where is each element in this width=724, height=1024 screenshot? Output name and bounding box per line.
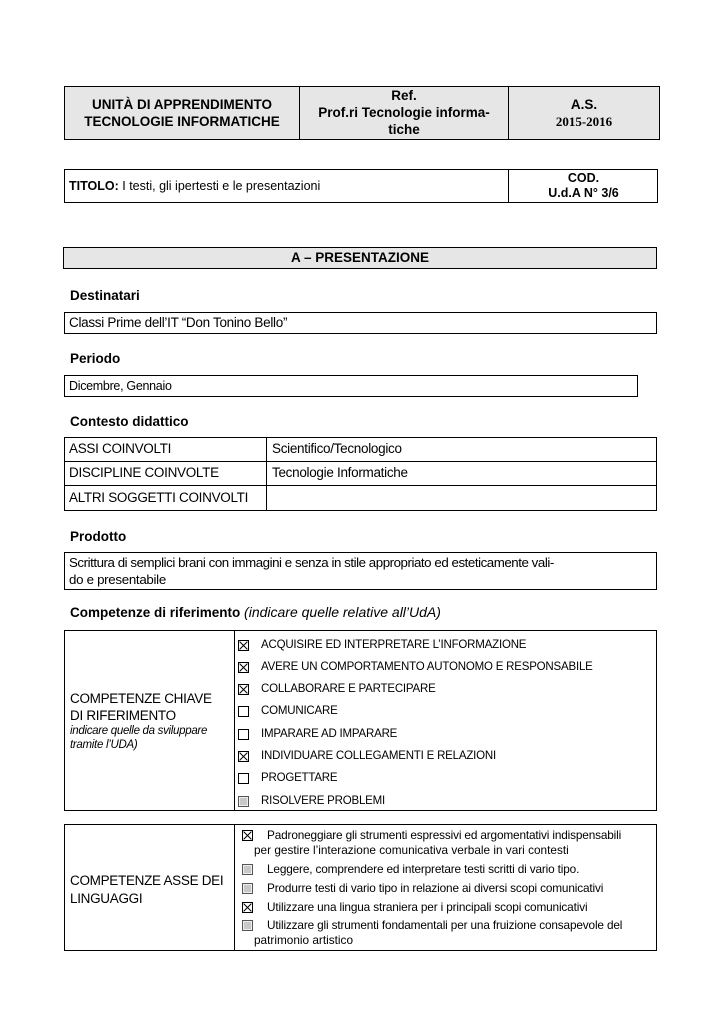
chiave-label-line2: DI RIFERIMENTO xyxy=(70,708,176,723)
competenze-heading-note: (indicare quelle relative all’UdA) xyxy=(244,604,441,620)
unit-title-line2: TECNOLOGIE INFORMATICHE xyxy=(84,114,280,129)
destinatari-field: Classi Prime dell’IT “Don Tonino Bello” xyxy=(64,312,657,334)
linguaggi-item-text: Padroneggiare gli strumenti espressivi ed argomentativi indispensabili xyxy=(267,828,622,842)
chiave-item-text: PROGETTARE xyxy=(261,772,338,784)
title-table xyxy=(64,169,658,203)
title-value: I testi, gli ipertesti e le presentazioni xyxy=(122,179,321,193)
unit-title-cell xyxy=(65,87,300,139)
checked-checkbox-icon xyxy=(242,902,253,913)
prodotto-heading: Prodotto xyxy=(70,529,127,544)
competenze-heading-label: Competenze di riferimento xyxy=(70,605,241,620)
linguaggi-col-divider xyxy=(234,825,235,950)
discipline-label: DISCIPLINE COINVOLTE xyxy=(69,465,219,480)
chiave-note-line2: tramite l’UDA) xyxy=(70,739,138,751)
chiave-item-text: COMUNICARE xyxy=(261,705,338,717)
contesto-row-divider xyxy=(65,461,656,462)
contesto-heading: Contesto didattico xyxy=(70,414,189,429)
chiave-item-text: RISOLVERE PROBLEMI xyxy=(261,795,386,807)
linguaggi-item xyxy=(242,881,652,896)
discipline-value: Tecnologie Informatiche xyxy=(272,465,408,480)
linguaggi-item-text: Produrre testi di vario tipo in relazione ai diversi scopi comunicativi xyxy=(267,881,604,895)
contesto-row-divider xyxy=(65,485,656,486)
chiave-item xyxy=(238,659,593,675)
linguaggi-item xyxy=(242,828,652,858)
linguaggi-label-line1: COMPETENZE ASSE DEI xyxy=(70,873,224,888)
gray-checkbox-icon xyxy=(242,883,253,894)
gray-checkbox-icon xyxy=(242,920,253,931)
empty-checkbox-icon xyxy=(238,729,249,740)
linguaggi-label-line2: LINGUAGGI xyxy=(70,891,143,906)
code-cell xyxy=(508,170,658,202)
code-value: U.d.A N° 3/6 xyxy=(548,186,619,200)
school-year-cell xyxy=(509,87,659,139)
code-label: COD. xyxy=(567,171,600,185)
periodo-heading: Periodo xyxy=(70,351,121,366)
chiave-item xyxy=(238,793,385,809)
chiave-note xyxy=(70,724,212,752)
checked-checkbox-icon xyxy=(238,662,249,673)
chiave-item xyxy=(238,703,338,719)
competenze-chiave-table xyxy=(64,630,657,811)
ref-cell xyxy=(300,87,509,139)
empty-checkbox-icon xyxy=(238,773,249,784)
prodotto-line1: Scrittura di semplici brani con immagini e senza in stile appropriato ed esteticamente vali- xyxy=(69,555,554,570)
chiave-item xyxy=(238,637,526,653)
checked-checkbox-icon xyxy=(238,640,249,651)
competenze-heading xyxy=(70,604,441,620)
chiave-item xyxy=(238,681,436,697)
linguaggi-item xyxy=(242,900,652,915)
checked-checkbox-icon xyxy=(242,830,253,841)
checked-checkbox-icon xyxy=(238,751,249,762)
linguaggi-item-text: Leggere, comprendere ed interpretare testi scritti di vario tipo. xyxy=(267,862,580,876)
assi-label: ASSI COINVOLTI xyxy=(69,441,172,456)
linguaggi-item-text-cont: patrimonio artistico xyxy=(254,933,354,947)
title-cell xyxy=(69,170,320,202)
ref-label: Ref. xyxy=(391,88,417,103)
chiave-item-text: IMPARARE AD IMPARARE xyxy=(261,728,398,740)
assi-value: Scientifico/Tecnologico xyxy=(272,441,402,456)
empty-checkbox-icon xyxy=(238,706,249,717)
prodotto-line2: do e presentabile xyxy=(69,572,166,587)
chiave-col-divider xyxy=(234,631,235,810)
destinatari-heading: Destinatari xyxy=(70,288,140,303)
linguaggi-item-text: Utilizzare una lingua straniera per i principali scopi comunicativi xyxy=(267,900,588,914)
chiave-label xyxy=(70,690,212,752)
chiave-label-line1: COMPETENZE CHIAVE xyxy=(70,691,212,706)
school-year-label: A.S. xyxy=(570,97,598,112)
gray-checkbox-icon xyxy=(242,864,253,875)
chiave-item-text: COLLABORARE E PARTECIPARE xyxy=(261,683,436,695)
header-table xyxy=(64,86,660,140)
chiave-item-text: ACQUISIRE ED INTERPRETARE L’INFORMAZIONE xyxy=(261,639,527,651)
contesto-table xyxy=(64,437,657,511)
contesto-col-divider xyxy=(266,438,267,510)
section-heading: A – PRESENTAZIONE xyxy=(63,247,657,269)
linguaggi-item-text: Utilizzare gli strumenti fondamentali per una fruizione consapevole del xyxy=(267,918,623,932)
school-year-value: 2015-2016 xyxy=(555,114,613,129)
prodotto-field xyxy=(64,552,657,590)
linguaggi-item xyxy=(242,862,652,877)
gray-checkbox-icon xyxy=(238,796,249,807)
ref-line2: Prof.ri Tecnologie informa- xyxy=(318,105,490,120)
chiave-item-text: AVERE UN COMPORTAMENTO AUTONOMO E RESPONSABILE xyxy=(261,661,593,673)
chiave-item xyxy=(238,770,337,786)
title-label: TITOLO: xyxy=(69,179,119,193)
chiave-item xyxy=(238,726,397,742)
linguaggi-label xyxy=(70,872,223,908)
linguaggi-item xyxy=(242,918,652,948)
altri-soggetti-label: ALTRI SOGGETTI COINVOLTI xyxy=(69,490,249,505)
checked-checkbox-icon xyxy=(238,684,249,695)
ref-line3: tiche xyxy=(388,122,420,137)
unit-title-line1: UNITÀ DI APPRENDIMENTO xyxy=(91,97,272,112)
chiave-item xyxy=(238,748,496,764)
chiave-item-text: INDIVIDUARE COLLEGAMENTI E RELAZIONI xyxy=(261,750,496,762)
periodo-field: Dicembre, Gennaio xyxy=(64,375,638,397)
chiave-note-line1: indicare quelle da sviluppare xyxy=(70,725,208,737)
linguaggi-item-text-cont: per gestire l’interazione comunicativa verbale in vari contesti xyxy=(254,843,569,857)
